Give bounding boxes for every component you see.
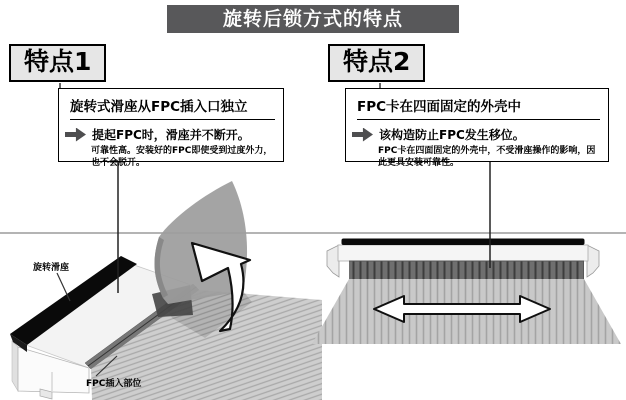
- feature1-point-row: [65, 126, 283, 143]
- feature1-point: 提起FPC时，滑座并不断开。: [92, 128, 250, 142]
- left-connector-illustration: [10, 181, 322, 400]
- housing-end-left: [327, 245, 339, 277]
- housing-end-right: [587, 245, 599, 277]
- right-connector-illustration: [312, 239, 621, 345]
- feature2-point-row: [352, 126, 608, 143]
- feature2-point: 该构造防止FPC发生移位。: [379, 128, 525, 142]
- rotating-slider-label: 旋转滑座: [33, 263, 70, 273]
- feature1-detail: 可靠性高。安装好的FPC即使受到过度外力，也不会脱开。: [91, 146, 273, 169]
- page-title: 旋转后锁方式的特点: [167, 5, 459, 33]
- block-right-arrow-icon: [65, 128, 86, 142]
- feature2-tag: 特点2: [328, 44, 425, 82]
- feature1-heading: 旋转式滑座从FPC插入口独立: [70, 95, 275, 120]
- connector-end-face: [12, 341, 18, 391]
- feature2-heading: FPC卡在四面固定的外壳中: [357, 95, 600, 120]
- fpc-in-housing-shaded: [349, 261, 584, 279]
- feature1-box: [58, 88, 284, 169]
- housing-body: [338, 245, 588, 261]
- fpc-insertion-label: FPC插入部位: [86, 379, 142, 389]
- feature2-box: [345, 88, 609, 169]
- feature2-detail: FPC卡在四面固定的外壳中，不受滑座操作的影响，因此更具安装可靠性。: [378, 146, 596, 169]
- slider-bar-front: [342, 239, 585, 246]
- block-right-arrow-icon: [352, 128, 373, 142]
- feature1-tag: 特点1: [9, 44, 106, 82]
